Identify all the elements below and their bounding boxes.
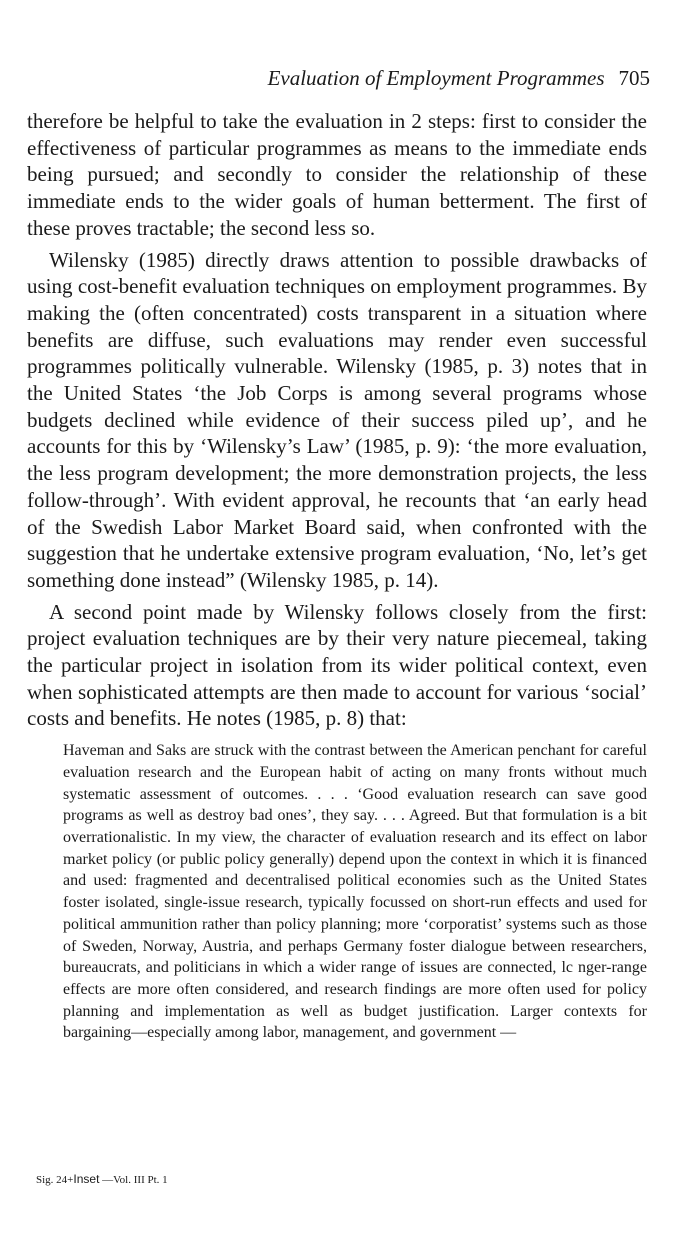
paragraph-second-point: A second point made by Wilensky follows closely from the first: project evaluation techniques are by their very nature piecemeal, taking the particular project in isolation from its wider political context, even when sophisticated attempts are then made to account for various ‘social’ costs and benefits. He notes (1985, p. 8) that: [27, 599, 647, 731]
running-head-title: Evaluation of Employment Programmes [267, 66, 605, 90]
signature-suffix: —Vol. III Pt. 1 [99, 1174, 168, 1186]
body-text [27, 108, 647, 1044]
running-head [268, 64, 650, 92]
signature-mark [36, 1172, 168, 1187]
page-number: 705 [618, 66, 650, 90]
signature-prefix: Sig. 24+ [36, 1174, 74, 1186]
signature-inset: Inset [73, 1172, 100, 1186]
block-quote: Haveman and Saks are struck with the contrast between the American penchant for careful evaluation research and the European habit of acting on many fronts without much systematic assessment of outcomes. . . . ‘Good evaluation research can save good programs as well as destroy bad ones’, they say. . . . Agreed. But that formulation is a bit overrationalistic. In my view, the character of evaluation research and its effect on labor market policy (or public policy generally) depend upon the context in which it is financed and used: fragmented and decentralised political economies such as the United States foster isolated, single-issue research, typically focussed on short-run effects and used for political ammunition rather than policy planning; more ‘corporatist’ systems such as those of Sweden, Norway, Austria, and perhaps Germany foster dialogue between researchers, bureaucrats, and politicians in which a wider range of issues are connected, lc nger-range effects are more often considered, and research findings are more often used for policy planning and implementation as well as budget justification. Larger contexts for bargaining—especially among labor, management, and government — [63, 742, 647, 1042]
paragraph-continuation: therefore be helpful to take the evaluation in 2 steps: first to consider the effectiveness of particular programmes as means to the immediate ends being pursued; and secondly to consider the relationship of these immediate ends to the wider goals of human betterment. The first of these proves tractable; the second less so. [27, 109, 647, 240]
paragraph-wilensky-drawbacks: Wilensky (1985) directly draws attention to possible drawbacks of using cost-benefit evaluation techniques on employment programmes. By making the (often concentrated) costs transparent in a situation where benefits are diffuse, such evaluations may render even successful programmes politically vulnerable. Wilensky (1985, p. 3) notes that in the United States ‘the Job Corps is among several programs whose budgets declined while evidence of their success piled up’, and he accounts for this by ‘Wilensky’s Law’ (1985, p. 9): ‘the more evaluation, the less program development; the more demonstration projects, the less follow-through’. With evident approval, he recounts that ‘an early head of the Swedish Labor Market Board said, when confronted with the suggestion that he undertake extensive program evaluation, ‘No, let’s get something done instead” (Wilensky 1985, p. 14). [27, 247, 647, 592]
